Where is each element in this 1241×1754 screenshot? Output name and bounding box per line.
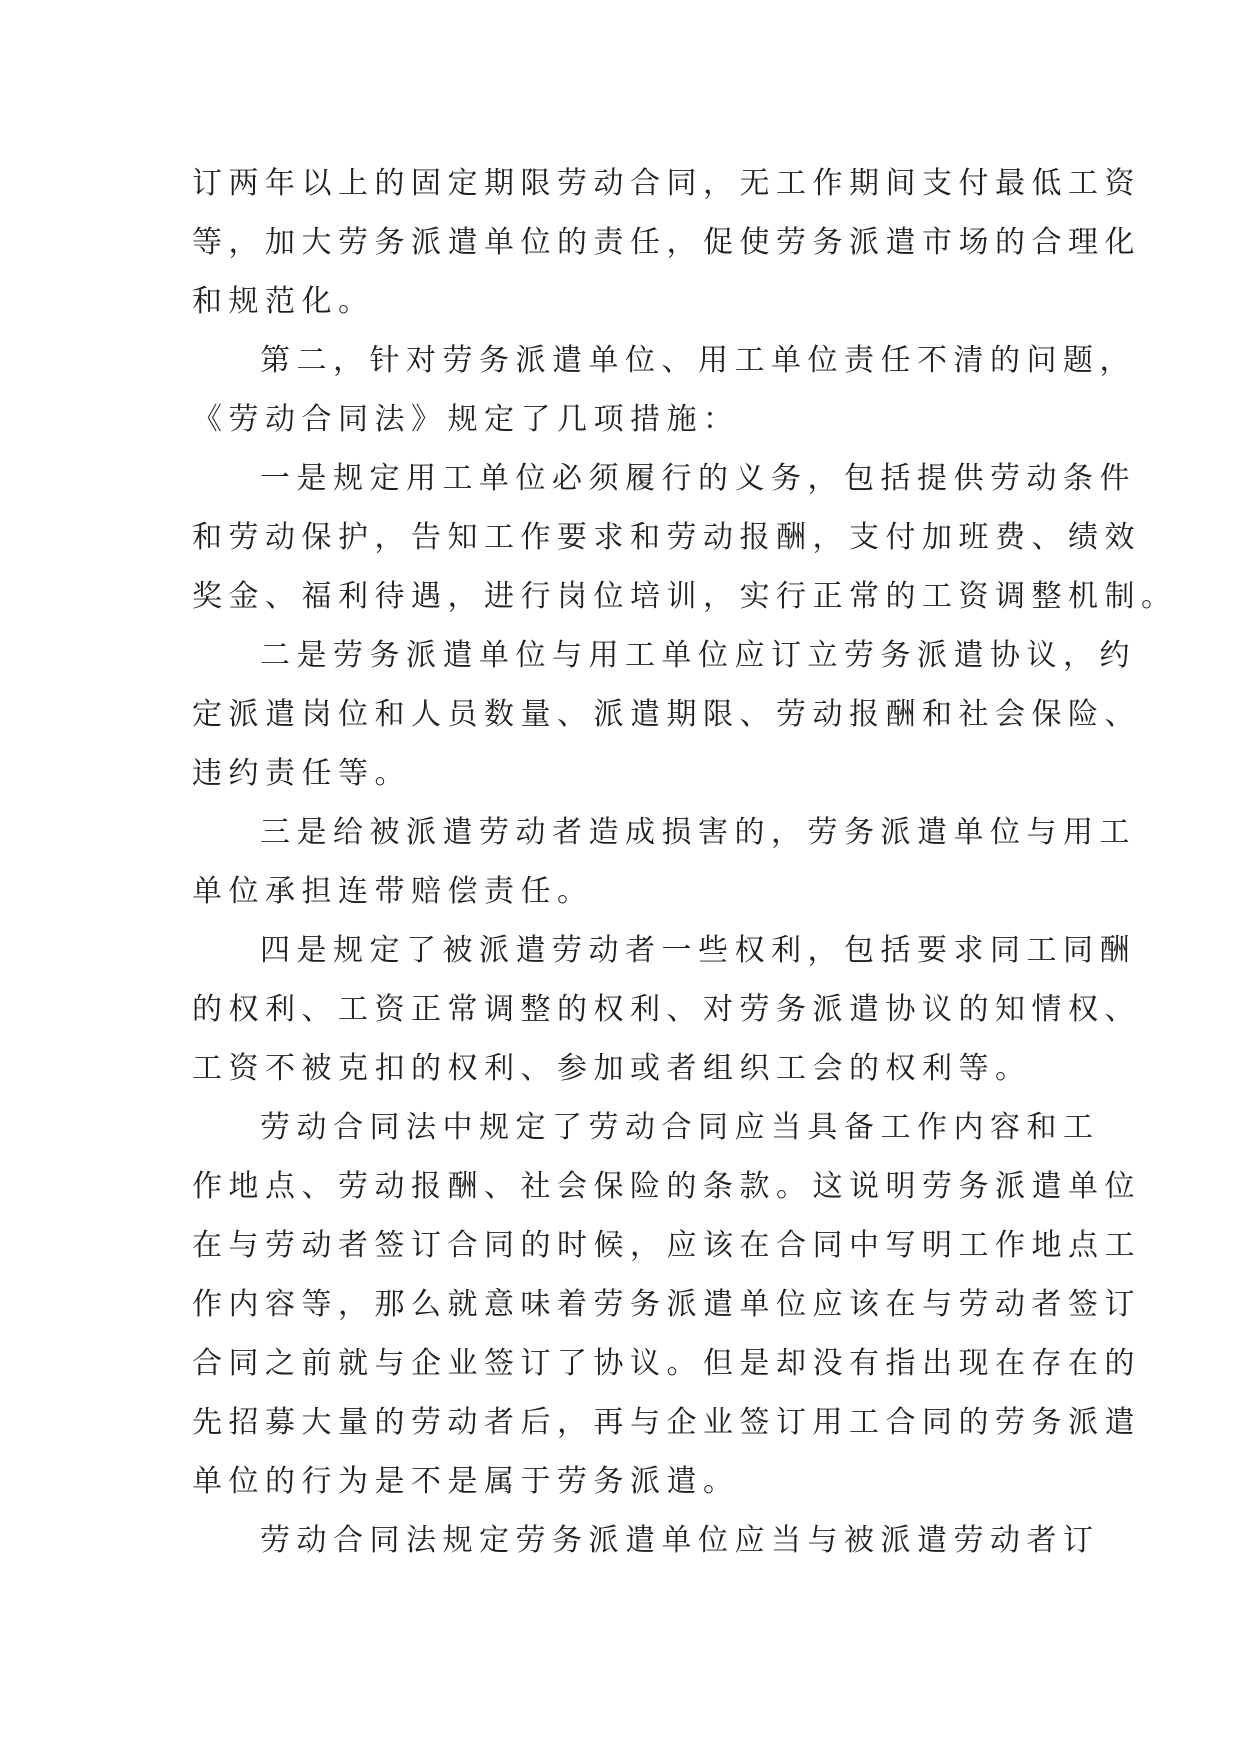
document-body <box>192 154 1178 1570</box>
text-line: 劳动合同法中规定了劳动合同应当具备工作内容和工 <box>260 1110 1100 1145</box>
text-line: 四是规定了被派遣劳动者一些权利，包括要求同工同酬 <box>260 933 1136 968</box>
text-line: 的权利、工资正常调整的权利、对劳务派遣协议的知情权、 <box>192 992 1141 1027</box>
text-line: 单位承担连带赔偿责任。 <box>192 874 594 909</box>
text-line: 合同之前就与企业签订了协议。但是却没有指出现在存在的 <box>192 1346 1141 1381</box>
text-line: 在与劳动者签订合同的时候，应该在合同中写明工作地点工 <box>192 1228 1141 1263</box>
text-line: 奖金、福利待遇，进行岗位培训，实行正常的工资调整机制。 <box>192 579 1178 614</box>
text-line: 和劳动保护，告知工作要求和劳动报酬，支付加班费、绩效 <box>192 520 1141 555</box>
text-line: 劳动合同法规定劳务派遣单位应当与被派遣劳动者订 <box>260 1523 1100 1558</box>
text-line: 订两年以上的固定期限劳动合同，无工作期间支付最低工资 <box>192 166 1141 201</box>
text-line: 工资不被克扣的权利、参加或者组织工会的权利等。 <box>192 1051 1032 1086</box>
text-line: 《劳动合同法》规定了几项措施： <box>192 402 740 437</box>
text-line: 定派遣岗位和人员数量、派遣期限、劳动报酬和社会保险、 <box>192 697 1141 732</box>
text-line: 先招募大量的劳动者后，再与企业签订用工合同的劳务派遣 <box>192 1405 1141 1440</box>
text-line: 二是劳务派遣单位与用工单位应订立劳务派遣协议，约 <box>260 638 1136 673</box>
text-line: 和规范化。 <box>192 284 375 319</box>
text-line: 单位的行为是不是属于劳务派遣。 <box>192 1464 740 1499</box>
text-line: 作地点、劳动报酬、社会保险的条款。这说明劳务派遣单位 <box>192 1169 1141 1204</box>
text-line: 三是给被派遣劳动者造成损害的，劳务派遣单位与用工 <box>260 815 1136 850</box>
text-line: 作内容等，那么就意味着劳务派遣单位应该在与劳动者签订 <box>192 1287 1141 1322</box>
text-line: 一是规定用工单位必须履行的义务，包括提供劳动条件 <box>260 461 1136 496</box>
text-line: 等，加大劳务派遣单位的责任，促使劳务派遣市场的合理化 <box>192 225 1141 260</box>
text-line: 第二，针对劳务派遣单位、用工单位责任不清的问题， <box>260 343 1136 378</box>
text-line: 违约责任等。 <box>192 756 411 791</box>
